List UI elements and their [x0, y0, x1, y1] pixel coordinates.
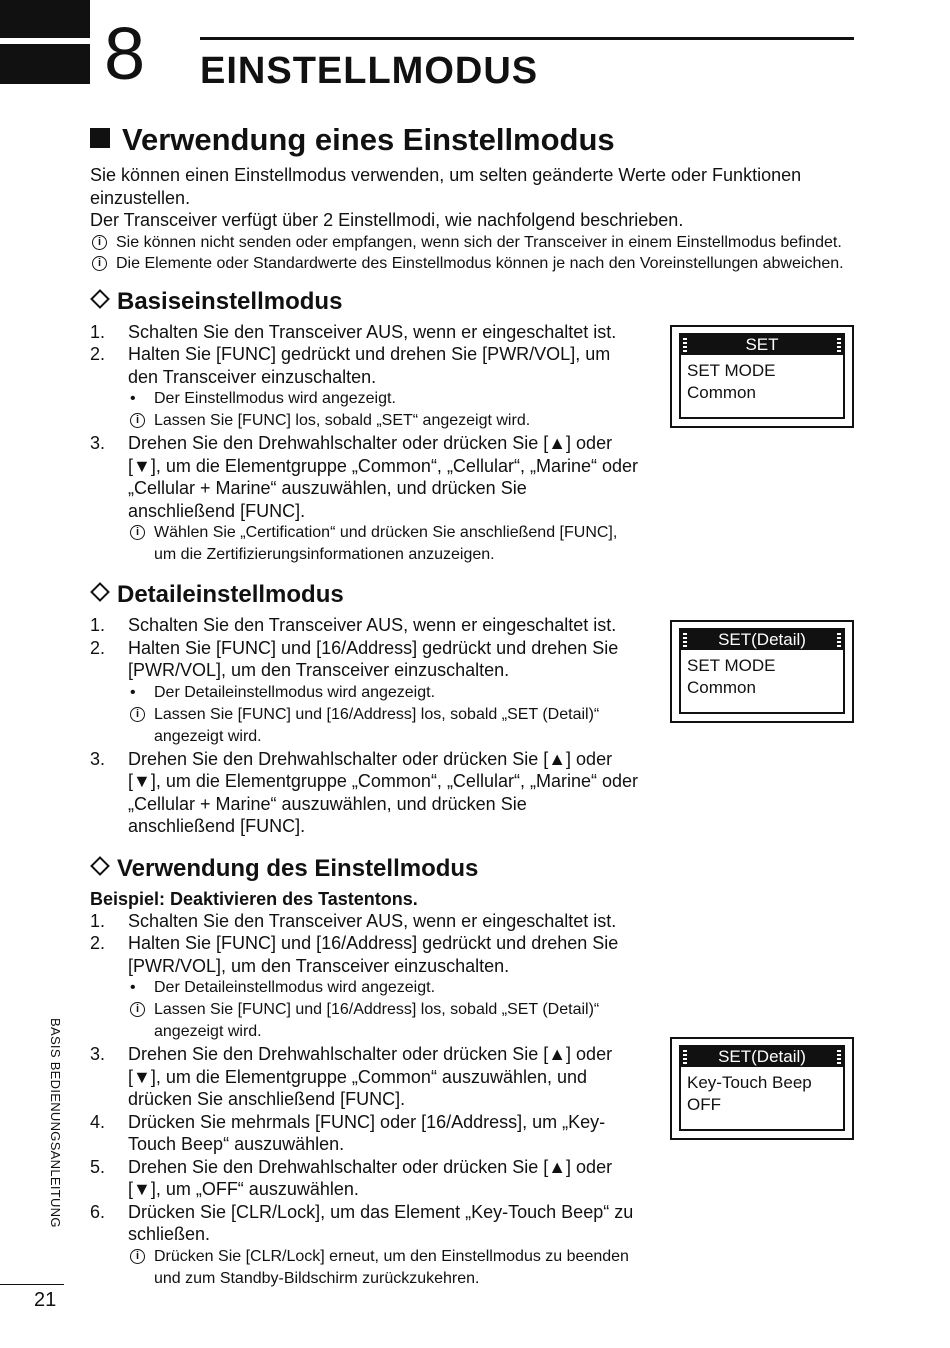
detail-mode-steps — [90, 614, 638, 838]
basic-mode-steps — [90, 321, 638, 567]
section-note-1: i Sie können nicht senden oder empfangen, wenn sich der Transceiver in einem Einstellmodus befindet. — [90, 232, 850, 254]
lcd-header: SET — [681, 335, 843, 355]
chapter-rule — [200, 37, 854, 40]
step-note: i Lassen Sie [FUNC] und [16/Address] los, sobald „SET (Detail)“ angezeigt wird. — [128, 999, 638, 1043]
chapter-tab-top — [0, 0, 90, 38]
lcd-header: SET(Detail) — [681, 1047, 843, 1067]
step-note: i Wählen Sie „Certification“ und drücken Sie anschließend [FUNC], um die Zertifizierungsinformationen anzuzeigen. — [128, 522, 638, 566]
section-title: Verwendung eines Einstellmodus — [122, 122, 615, 157]
list-item: 6. Drücken Sie [CLR/Lock], um das Element „Key-Touch Beep“ zu schließen. i Drücken Sie [CLR/Lock] erneut, um den Einstellmodus zu beenden und zum Standby-Bildschirm zurückzukehren. — [90, 1201, 638, 1290]
lcd-line-2: Common — [687, 383, 756, 402]
diamond-bullet-icon — [90, 856, 110, 876]
grip-icon — [837, 1050, 841, 1064]
diamond-bullet-icon — [90, 289, 110, 309]
info-icon: i — [130, 1002, 145, 1017]
lcd-line-2: Common — [687, 678, 756, 697]
list-item: 2. Halten Sie [FUNC] und [16/Address] gedrückt und drehen Sie [PWR/VOL], um den Transceiver einzuschalten. • Der Detaileinstellmodus wird angezeigt. i Lassen Sie [FUNC] und [16/Address] los, sobald „SET (Detail)“ angezeigt wird. — [90, 637, 638, 748]
grip-icon — [683, 338, 687, 352]
info-icon: i — [130, 525, 145, 540]
grip-icon — [837, 338, 841, 352]
chapter-tab-bottom — [0, 44, 90, 84]
lcd-key-touch-beep — [670, 1037, 854, 1140]
lcd-line-1: SET MODE — [687, 656, 776, 675]
list-item: 1. Schalten Sie den Transceiver AUS, wenn er eingeschaltet ist. — [90, 615, 617, 635]
section-heading — [90, 120, 850, 160]
basic-mode-heading: Basiseinstellmodus — [90, 287, 850, 317]
step-bullet: • Der Einstellmodus wird angezeigt. — [130, 390, 396, 407]
example-title: Beispiel: Deaktivieren des Tastentons. — [90, 888, 418, 909]
footer-rule — [0, 1284, 64, 1285]
step-bullet: • Der Detaileinstellmodus wird angezeigt. — [130, 979, 436, 996]
usage-heading: Verwendung des Einstellmodus — [90, 854, 850, 884]
info-icon: i — [130, 413, 145, 428]
lcd-line-1: Key-Touch Beep — [687, 1073, 812, 1092]
chapter-title: EINSTELLMODUS — [200, 50, 539, 92]
step-bullet: • Der Detaileinstellmodus wird angezeigt. — [130, 683, 436, 701]
usage-steps — [90, 910, 638, 1290]
intro-paragraph-2: Der Transceiver verfügt über 2 Einstellmodi, wie nachfolgend beschrieben. — [90, 210, 684, 230]
lcd-line-1: SET MODE — [687, 361, 776, 380]
lcd-detail-mode — [670, 620, 854, 723]
intro-paragraph-1: Sie können einen Einstellmodus verwenden, um selten geänderte Werte oder Funktionen einzustellen. — [90, 165, 802, 208]
step-note: i Drücken Sie [CLR/Lock] erneut, um den Einstellmodus zu beenden und zum Standby-Bildschirm zurückzukehren. — [128, 1246, 638, 1290]
info-icon: i — [130, 707, 145, 722]
lcd-basic-mode — [670, 325, 854, 428]
detail-mode-heading: Detaileinstellmodus — [90, 580, 850, 610]
step-note: i Lassen Sie [FUNC] und [16/Address] los, sobald „SET (Detail)“ angezeigt wird. — [128, 704, 638, 748]
list-item: 3. Drehen Sie den Drehwahlschalter oder drücken Sie [▲] oder [▼], um die Elementgruppe „Common“, „Cellular“, „Marine“ oder „Cellular + Marine“ auszuwählen, und drücken Sie anschließend [FUNC]. — [90, 748, 638, 836]
list-item: 1. Schalten Sie den Transceiver AUS, wenn er eingeschaltet ist. — [90, 910, 617, 931]
info-icon: i — [92, 256, 107, 271]
list-item: 5. Drehen Sie den Drehwahlschalter oder drücken Sie [▲] oder [▼], um „OFF“ auszuwählen. — [90, 1156, 613, 1199]
diamond-bullet-icon — [90, 582, 110, 602]
lcd-header: SET(Detail) — [681, 630, 843, 650]
section-note-2: i Die Elemente oder Standardwerte des Einstellmodus können je nach den Voreinstellungen abweichen. — [90, 253, 850, 275]
grip-icon — [837, 633, 841, 647]
chapter-number: 8 — [104, 12, 146, 95]
page-number: 21 — [34, 1289, 57, 1311]
list-item: 2. Halten Sie [FUNC] gedrückt und drehen Sie [PWR/VOL], um den Transceiver einzuschalten. • Der Einstellmodus wird angezeigt. i Lassen Sie [FUNC] los, sobald „SET“ angezeigt wird. — [90, 343, 638, 432]
square-bullet-icon — [90, 128, 110, 148]
info-icon: i — [130, 1249, 145, 1264]
grip-icon — [683, 1050, 687, 1064]
list-item: 4. Drücken Sie mehrmals [FUNC] oder [16/Address], um „Key-Touch Beep“ auszuwählen. — [90, 1111, 606, 1154]
list-item: 3. Drehen Sie den Drehwahlschalter oder drücken Sie [▲] oder [▼], um die Elementgruppe „Common“, „Cellular“, „Marine“ oder „Cellular + Marine“ auszuwählen, und drücken Sie anschließend [FUNC]. i Wählen Sie „Certification“ und drücken Sie anschließend [FUNC], um die Zertifizierungsinformationen anzuzeigen. — [90, 432, 638, 566]
list-item: 2. Halten Sie [FUNC] und [16/Address] gedrückt und drehen Sie [PWR/VOL], um den Transceiver einzuschalten. • Der Detaileinstellmodus wird angezeigt. i Lassen Sie [FUNC] und [16/Address] los, sobald „SET (Detail)“ angezeigt wird. — [90, 932, 638, 1043]
grip-icon — [683, 633, 687, 647]
lcd-line-2: OFF — [687, 1095, 721, 1114]
step-note: i Lassen Sie [FUNC] los, sobald „SET“ angezeigt wird. — [128, 410, 638, 432]
info-icon: i — [92, 235, 107, 250]
list-item: 3. Drehen Sie den Drehwahlschalter oder drücken Sie [▲] oder [▼], um die Elementgruppe „Common“ auszuwählen, und drücken Sie anschließend [FUNC]. — [90, 1044, 613, 1109]
sidebar-section-label: BASIS BEDIENUNGSANLEITUNG — [48, 1018, 63, 1228]
list-item: 1. Schalten Sie den Transceiver AUS, wenn er eingeschaltet ist. — [90, 321, 617, 342]
